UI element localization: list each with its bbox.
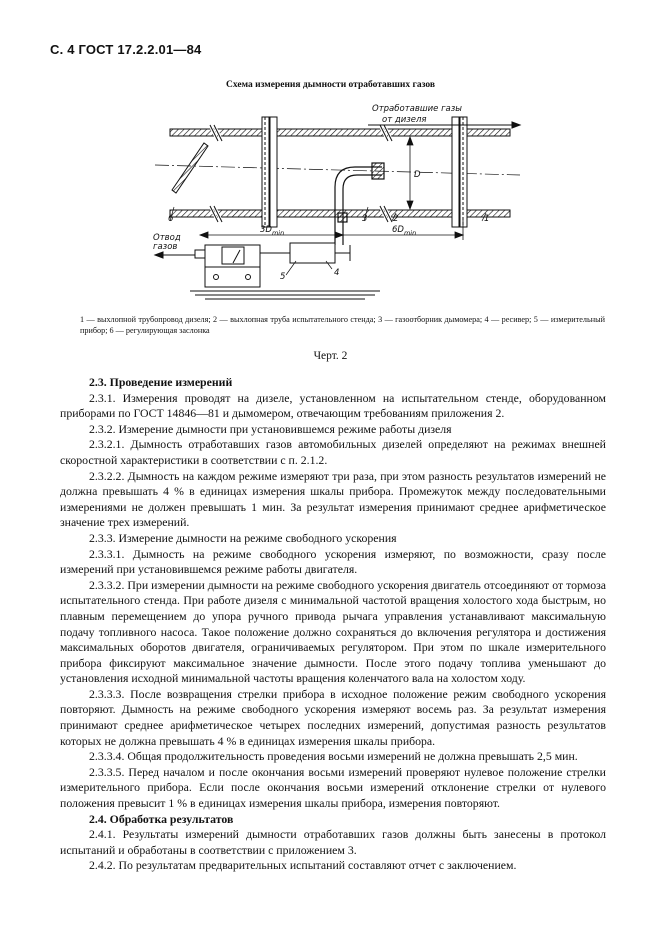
label-gas-outlet-2: газов: [153, 242, 178, 252]
paragraph: 2.3.3.1. Дымность на режиме свободного ускорения измеряют, по возможности, сразу после измерений при установившемся режиме работы двигателя.: [60, 546, 606, 577]
body-text: [60, 375, 606, 874]
dimension-d: [407, 137, 413, 209]
label-gas-outlet-1: Отвод: [153, 233, 181, 243]
paragraph: 2.3.2.1. Дымность отработавших газов автомобильных дизелей определяют на режимах внешней скоростной характеристики в соответствии с п. 2.1.2.: [60, 437, 606, 467]
gas-outlet-arrow: [155, 252, 195, 258]
paragraph: 2.3.1. Измерения проводят на дизеле, установленном на испытательном стенде, оборудованном приборами по ГОСТ 14846—81 и дымомером, отвечающим требованиям приложения 2.: [60, 390, 606, 421]
paragraph: 2.3.3. Измерение дымности на режиме свободного ускорения: [89, 530, 397, 545]
paragraph: 2.3.3.3. После возвращения стрелки прибора в исходное положение режим свободного ускорения повторяют. Дымность на режиме свободного ускорения измеряют восемь раз. За результат измерения принимают среднее арифметическое четырех последних измерений, допустимая разность результатов которых не должна превышать 4 % в единицах измерения шкалы прибора.: [60, 686, 606, 748]
ground: [190, 291, 380, 299]
page-header: С. 4 ГОСТ 17.2.2.01—84: [50, 42, 202, 57]
regulating-damper: [172, 143, 208, 193]
label-6d: $6D_{min}$: [392, 225, 417, 237]
label-3d: $3D_{min}$: [260, 225, 285, 237]
dimension-lines: [200, 220, 463, 240]
label-4: 4: [334, 268, 340, 278]
label-3: 3: [362, 214, 368, 224]
paragraph: 2.3.3.4. Общая продолжительность проведения восьми измерений не должна превышать 2,5 мин.: [89, 749, 578, 764]
label-1: 1: [484, 214, 490, 224]
label-2: 2: [393, 214, 399, 224]
smoke-measurement-diagram: [150, 95, 530, 310]
section-heading: 2.4. Обработка результатов: [89, 811, 234, 826]
paragraph: 2.3.2.2. Дымность на каждом режиме измеряют три раза, при этом разность результатов измерений не должна превышать 4 % в единицах измерения шкалы прибора. Промежуток между последовательными измерениями не должен превышать 1 мин. За результат измерения принимают среднее арифметическое значение трех измерений.: [60, 468, 606, 530]
label-exhaust-1: Отработавшие газы: [372, 104, 462, 114]
label-exhaust-2: от дизеля: [382, 115, 427, 125]
section-heading: 2.3. Проведение измерений: [89, 375, 233, 389]
paragraph: 2.3.3.5. Перед началом и после окончания восьми измерений проверяют нулевое положение стрелки измерительного прибора. Если после окончания восьми измерений отклонение стрелки от нулевого положения превысит 1 % в единицах измерения шкалы прибора, измерения повторяют.: [60, 764, 606, 811]
label-d: D: [414, 170, 421, 180]
paragraph: 2.4.1. Результаты измерений дымности отработавших газов должны быть занесены в протокол испытаний и обработаны в соответствии с приложением 3.: [60, 827, 606, 857]
paragraph: 2.4.2. По результатам предварительных испытаний составляют отчет с заключением.: [89, 858, 517, 873]
figure-title: Схема измерения дымности отработавших газов: [225, 80, 436, 90]
figure-legend: 1 — выхлопной трубопровод дизеля; 2 — выхлопная труба испытательного стенда; 3 — газоотборник дымомера; 4 — ресивер; 5 — измерительный прибор; 6 — регулирующая заслонка: [80, 315, 605, 335]
measuring-instrument: [195, 245, 290, 287]
paragraph: 2.3.2. Измерение дымности при установившемся режиме работы дизеля: [89, 421, 452, 436]
receiver: [290, 243, 350, 263]
label-6: 6: [168, 214, 174, 224]
label-5: 5: [280, 272, 286, 282]
figure-number: Черт. 2: [313, 350, 348, 362]
paragraph: 2.3.3.2. При измерении дымности на режиме свободного ускорения двигатель отсоединяют от тормоза испытательного стенда. При работе дизеля с минимальной частотой вращения холостого хода быстрым, но плавным перемещением до упора ручного привода рычага управления устанавливают максимальную подачу топливного насоса. Такое положение должно сохраняться до включения регулятора и достижения максимальных оборотов двигателя, ограничиваемых регулятором. При этом по шкале измерительного прибора фиксируют максимальное значение дымности. После этого подачу топлива уменьшают до установления исходной минимальной частоты вращения коленчатого вала на холостом ходу.: [60, 577, 606, 686]
gas-sampler: [335, 163, 384, 245]
